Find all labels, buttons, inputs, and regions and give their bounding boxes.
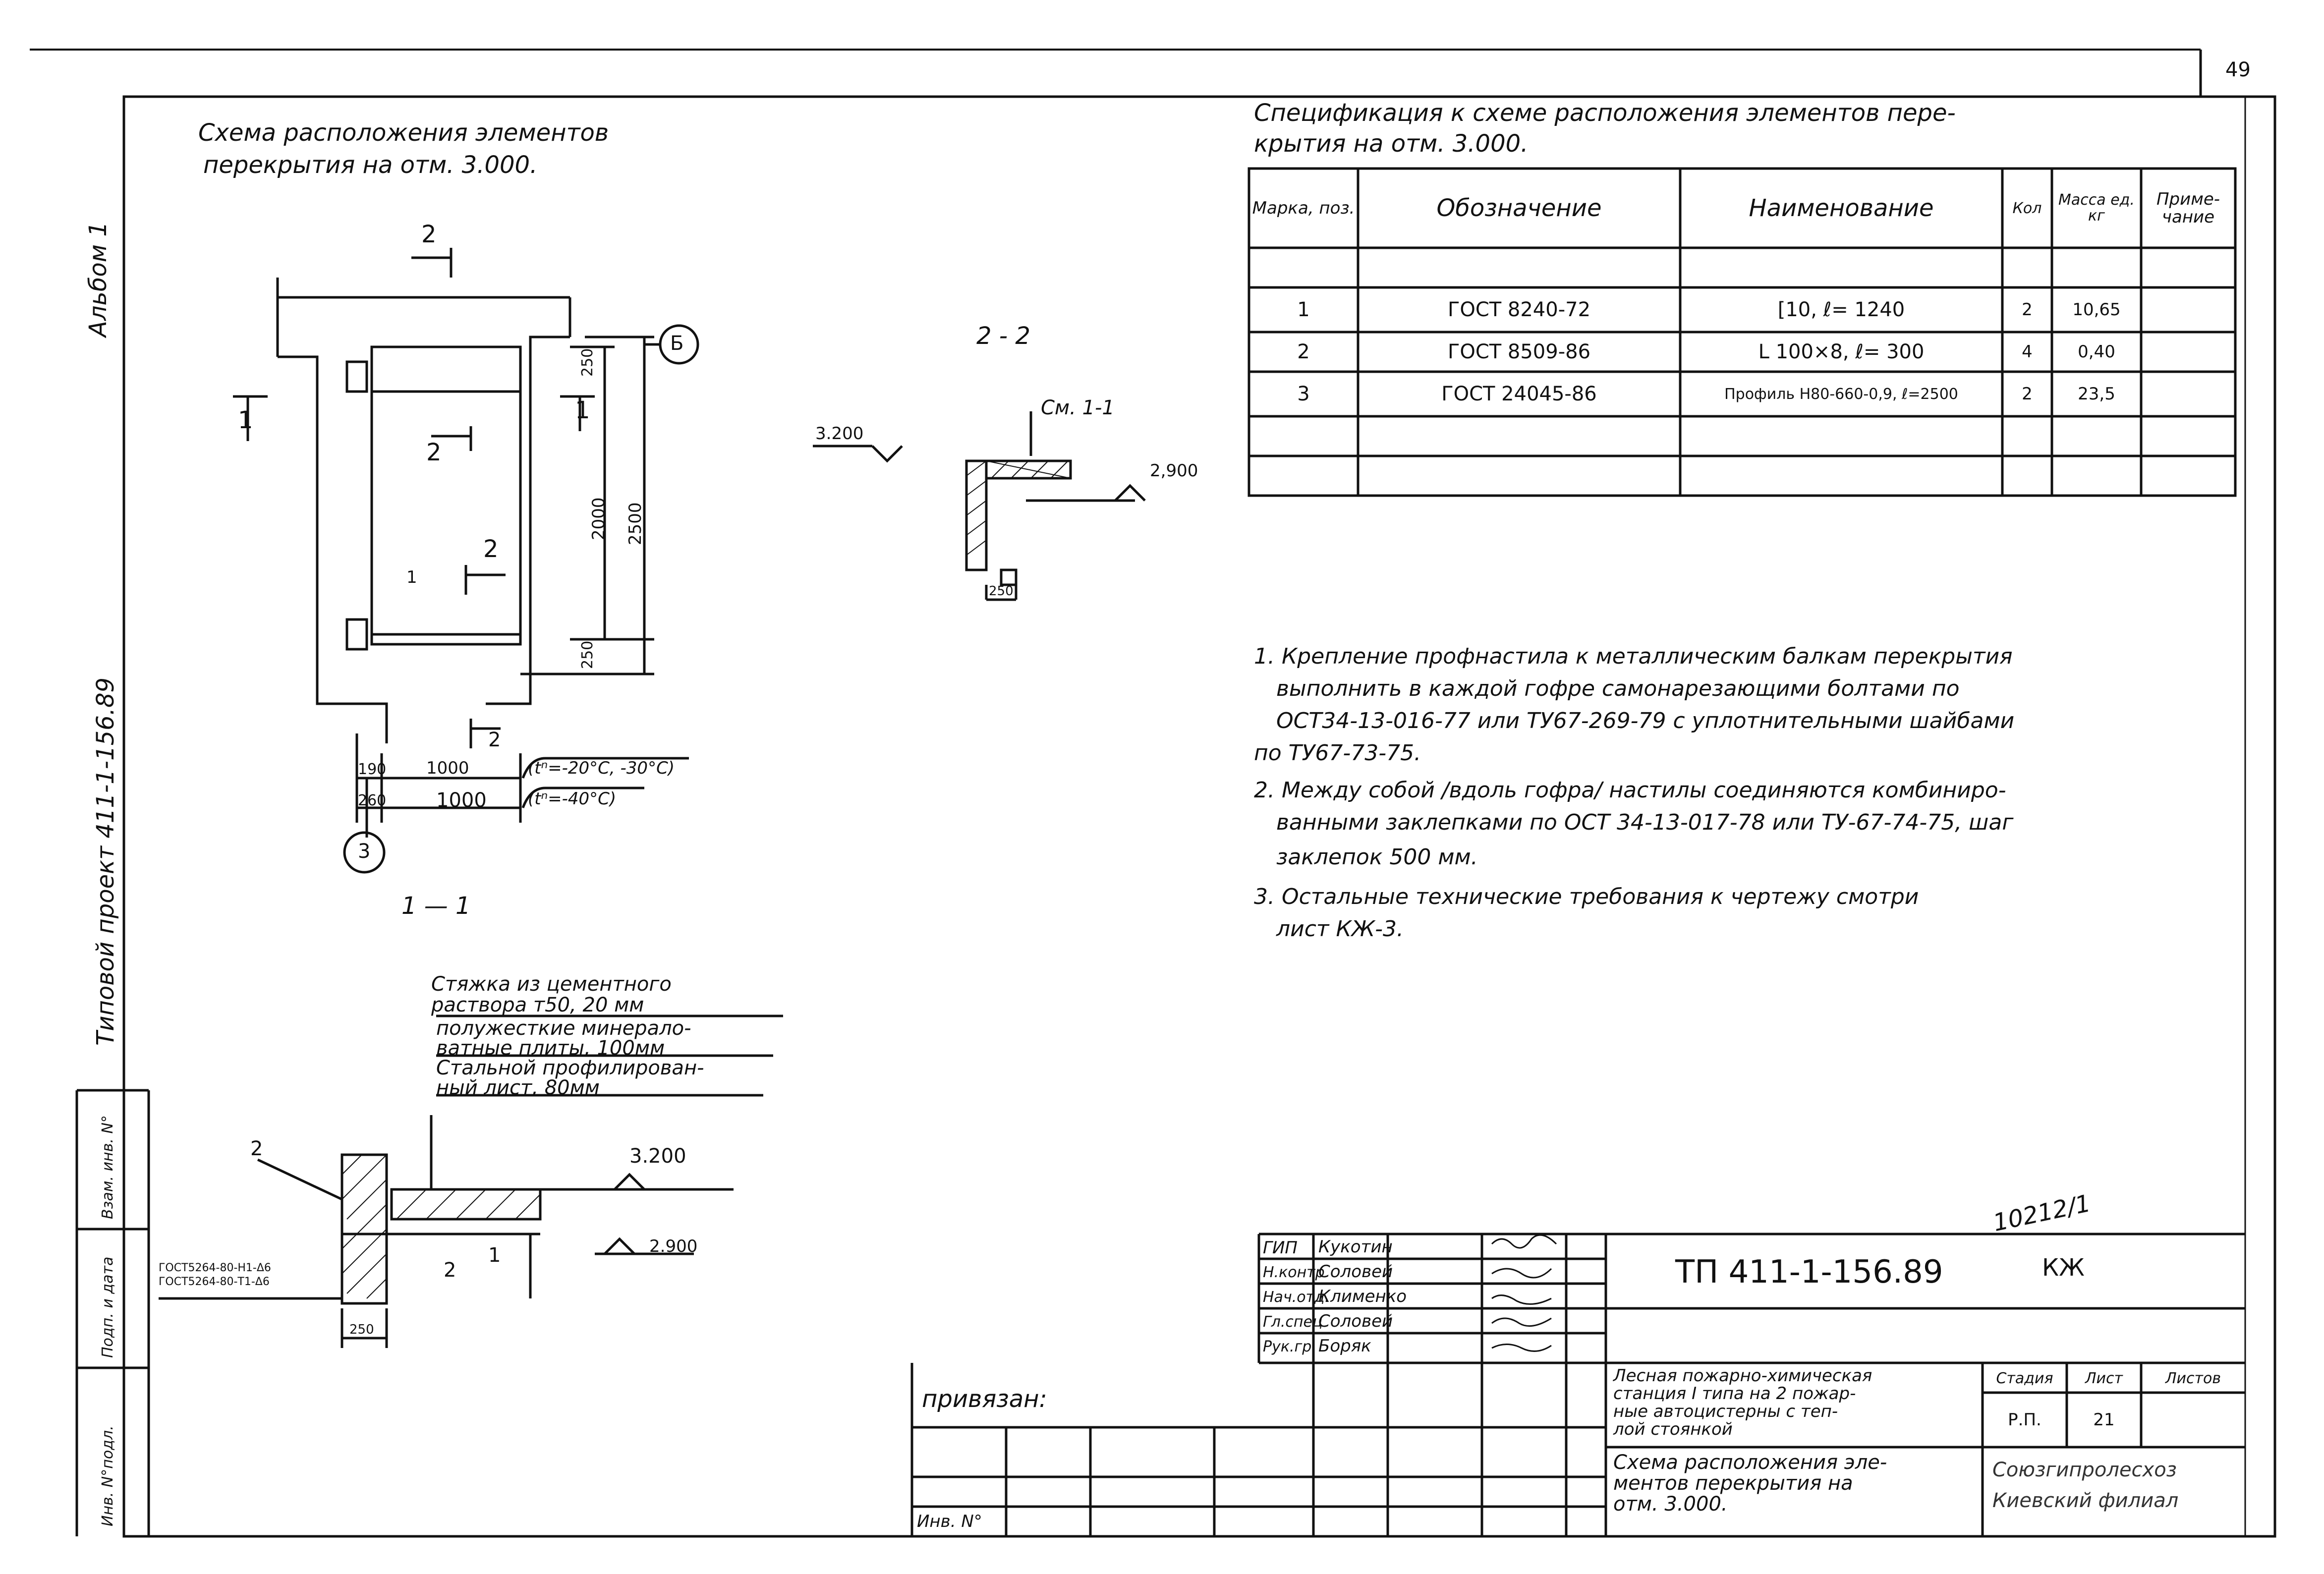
spec-header-note: Приме- чание — [2156, 189, 2220, 227]
strip-label-inv: Инв. N°подл. — [99, 1425, 116, 1526]
privyazan-label: привязан: — [922, 1385, 1047, 1413]
scheme-title-line1: Схема расположения элементов — [198, 119, 609, 147]
name-gl-spec: Соловей — [1318, 1311, 1393, 1331]
layer-2-line-1: полужесткие минерало- — [436, 1017, 691, 1040]
drawing-name-line-3: отм. 3.000. — [1613, 1493, 1728, 1516]
spec-header-name: Наименование — [1749, 194, 1934, 222]
album-label: Альбом 1 — [84, 222, 112, 337]
dim-190: 190 — [358, 761, 387, 778]
temp-note-b: (tⁿ=-40°C) — [528, 789, 617, 809]
layer-1 — [431, 974, 672, 1015]
layer-3 — [436, 1058, 704, 1098]
cut-label-1-right: 1 — [575, 396, 590, 424]
layer-1-line-2: раствора т50, 20 мм — [431, 994, 644, 1016]
drawing-mark: КЖ — [2042, 1254, 2085, 1282]
cut-label-2-low: 2 — [483, 535, 499, 563]
page-number: 49 — [2225, 58, 2251, 81]
spec-row3-name: Профиль Н80-660-0,9, ℓ=2500 — [1724, 385, 1958, 403]
strip-label-vzam: Взам. инв. N° — [99, 1115, 116, 1219]
stage-header: Стадия — [1996, 1369, 2053, 1387]
cut-label-2-mid: 2 — [426, 439, 442, 466]
stage-value: Р.П. — [2008, 1410, 2041, 1430]
dim-2000: 2000 — [589, 497, 609, 540]
dim-1000-b: 1000 — [436, 789, 487, 812]
section-2-2-level-left: 3.200 — [815, 424, 864, 444]
dim-1000-a: 1000 — [426, 758, 469, 778]
spec-header-qty: Кол — [2012, 199, 2042, 217]
spec-header-mass: Масса ед. кг — [2058, 191, 2135, 225]
role-gip: ГИП — [1263, 1238, 1298, 1258]
name-n-kontr: Соловей — [1318, 1262, 1393, 1282]
spec-row2-designation: ГОСТ 8509-86 — [1447, 340, 1591, 363]
dim-250-top: 250 — [579, 348, 596, 377]
name-gip: Кукотин — [1318, 1237, 1393, 1257]
note-1-line-1: 1. Крепление профнастила к металлическим балкам перекрытия — [1254, 644, 2013, 669]
layer-2 — [436, 1018, 691, 1058]
spec-row3-designation: ГОСТ 24045-86 — [1441, 383, 1597, 405]
note-1-line-3: ОСТ34-13-016-77 или ТУ67-269-79 с уплотнительными шайбами — [1276, 708, 2015, 733]
drawing-name — [1613, 1452, 1887, 1515]
role-n-kontr: Н.контр — [1263, 1264, 1325, 1281]
section-2-2-title: 2 - 2 — [976, 322, 1030, 350]
section-1-1-hatch — [342, 1155, 540, 1298]
section-1-1-pos-1: 1 — [488, 1244, 501, 1267]
note-1-line-2: выполнить в каждой гофре самонарезающими болтами по — [1276, 676, 1960, 701]
spec-row3-mark: 3 — [1297, 383, 1310, 405]
name-nach-otd: Клименко — [1318, 1287, 1407, 1306]
spec-title-line1: Спецификация к схеме расположения элементов пере- — [1254, 99, 1956, 127]
gost-weld-line-1: ГОСТ5264-80-Н1-Δ6 — [159, 1262, 271, 1274]
object-name-line-3: ные автоцистерны с теп- — [1613, 1402, 1838, 1421]
note-2-line-2: ванными заклепками по ОСТ 34-13-017-78 или ТУ-67-74-75, шаг — [1276, 810, 2014, 835]
spec-row1-name: [10, ℓ= 1240 — [1777, 298, 1905, 321]
spec-header-mark: Марка, поз. — [1252, 198, 1355, 218]
note-2-line-1: 2. Между собой /вдоль гофра/ настилы соединяются комбиниро- — [1254, 778, 2006, 803]
role-ruk-gr: Рук.гр. — [1263, 1338, 1316, 1355]
gost-weld-notes — [159, 1261, 271, 1289]
name-ruk-gr: Боряк — [1318, 1336, 1371, 1356]
organization — [1992, 1455, 2178, 1516]
layer-3-line-1: Стальной профилирован- — [436, 1057, 704, 1079]
gost-weld-line-2: ГОСТ5264-80-Т1-Δ6 — [159, 1276, 270, 1288]
note-3-line-1: 3. Остальные технические требования к чертежу смотри — [1254, 884, 1919, 909]
spec-row2-name: L 100×8, ℓ= 300 — [1758, 340, 1925, 363]
sheets-header: Листов — [2165, 1369, 2221, 1387]
note-1-line-4: по ТУ67-73-75. — [1254, 740, 1421, 766]
strip-label-podp: Подп. и дата — [99, 1256, 116, 1358]
layer-2-line-2: ватные плиты, 100мм — [436, 1037, 665, 1060]
spec-row2-mass: 0,40 — [2078, 342, 2115, 362]
temp-note-a: (tⁿ=-20°C, -30°C) — [528, 758, 675, 778]
section-1-1-dim: 250 — [349, 1322, 374, 1337]
drawing-name-line-2: ментов перекрытия на — [1613, 1472, 1853, 1495]
note-2-line-3: заклепок 500 мм. — [1276, 844, 1478, 870]
cut-label-2-top: 2 — [421, 221, 437, 248]
section-1-1-level-top: 3.200 — [629, 1145, 686, 1168]
spec-row1-mass: 10,65 — [2072, 300, 2121, 320]
spec-row3-qty: 2 — [2022, 384, 2033, 404]
dim-260: 260 — [358, 792, 387, 809]
object-name-line-1: Лесная пожарно-химическая — [1613, 1366, 1872, 1386]
cut-label-1-left: 1 — [238, 406, 253, 434]
role-gl-spec: Гл.спец — [1263, 1313, 1323, 1331]
spec-row2-qty: 4 — [2022, 342, 2033, 362]
section-2-2-level-right: 2,900 — [1150, 461, 1198, 481]
note-3-line-2: лист КЖ-3. — [1276, 916, 1404, 942]
organization-line-2: Киевский филиал — [1992, 1489, 2179, 1512]
layer-1-line-1: Стяжка из цементного — [431, 973, 672, 996]
project-code: ТП 411-1-156.89 — [1675, 1254, 1943, 1291]
section-1-1-pos-2a: 2 — [250, 1137, 263, 1160]
archive-number: 10212/1 — [1990, 1189, 2094, 1237]
role-nach-otd: Нач.отд. — [1263, 1289, 1330, 1306]
spec-row1-designation: ГОСТ 8240-72 — [1447, 298, 1591, 321]
axis-b-label: Б — [670, 332, 684, 355]
spec-title-line2: крытия на отм. 3.000. — [1254, 130, 1529, 158]
scheme-title-line2: перекрытия на отм. 3.000. — [203, 151, 538, 179]
sheet-value: 21 — [2093, 1410, 2115, 1430]
section-1-1-pos-2b: 2 — [444, 1259, 456, 1282]
dim-250-bottom: 250 — [579, 640, 596, 669]
spec-header-designation: Обозначение — [1436, 194, 1602, 222]
scheme-plan — [233, 248, 698, 872]
object-name-line-4: лой стоянкой — [1613, 1419, 1733, 1439]
spec-row1-mark: 1 — [1297, 298, 1310, 321]
scheme-pos-1: 1 — [406, 567, 417, 587]
spec-row3-mass: 23,5 — [2078, 384, 2115, 404]
object-name-line-2: станция I типа на 2 пожар- — [1613, 1384, 1856, 1404]
spec-row2-mark: 2 — [1297, 340, 1310, 363]
project-label: Типовой проект 411-1-156.89 — [92, 677, 119, 1046]
axis-3-label: 3 — [358, 840, 371, 863]
object-name — [1613, 1367, 1872, 1438]
section-2-2-dim: 250 — [989, 584, 1014, 599]
section-1-1-level-bot: 2.900 — [649, 1237, 698, 1256]
spec-row1-qty: 2 — [2022, 300, 2033, 320]
cut-label-2-bottom: 2 — [488, 729, 501, 751]
sheet-header: Лист — [2085, 1369, 2123, 1387]
dim-2500: 2500 — [625, 502, 645, 545]
section-1-1-title: 1 — 1 — [401, 892, 471, 920]
drawing-name-line-1: Схема расположения эле- — [1613, 1451, 1887, 1474]
layer-3-line-2: ный лист, 80мм — [436, 1076, 600, 1099]
inv-no-label: Инв. N° — [917, 1512, 982, 1531]
organization-line-1: Союзгипролесхоз — [1992, 1459, 2177, 1481]
section-2-2-ref: См. 1-1 — [1041, 396, 1115, 419]
